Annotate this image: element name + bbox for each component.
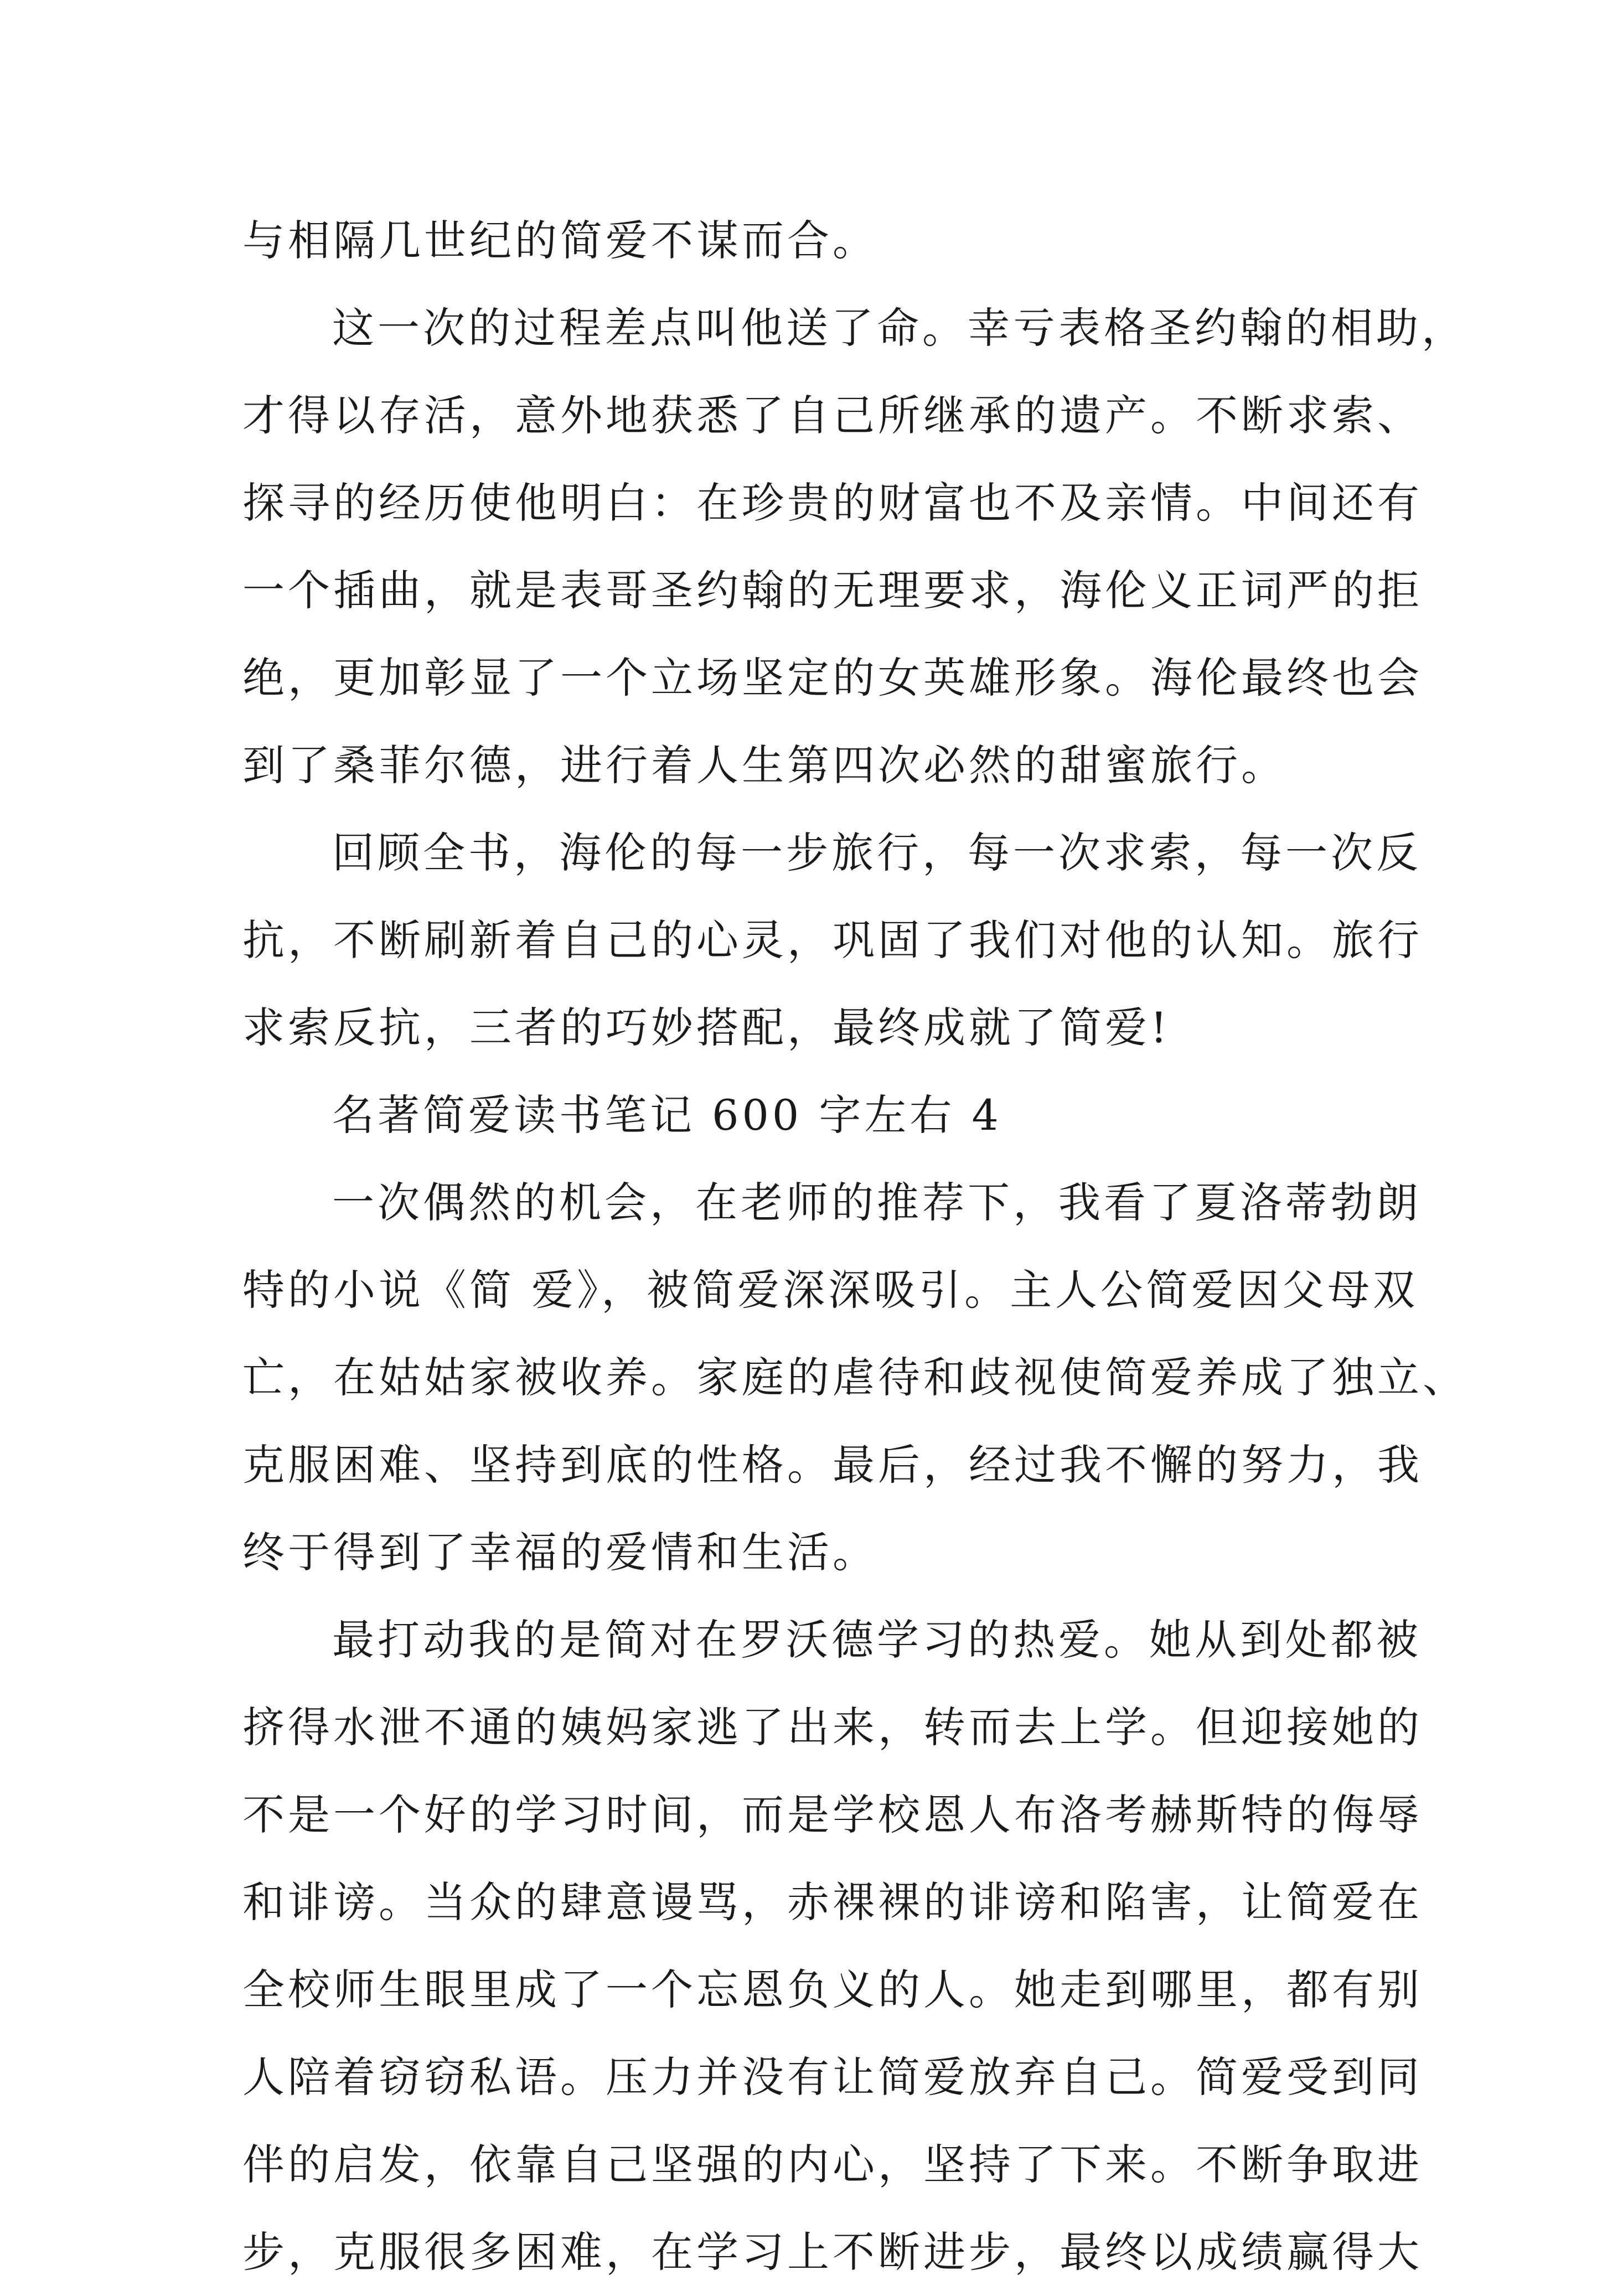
text-line: 到了桑菲尔德，进行着人生第四次必然的甜蜜旅行。 [242, 741, 1286, 790]
text-line: 特的小说《简 爱》，被简爱深深吸引。主人公简爱因父母双 [242, 1265, 1419, 1315]
text-line: 终于得到了幸福的爱情和生活。 [242, 1528, 878, 1577]
text-line: 最打动我的是简对在罗沃德学习的热爱。她从到处都被 [332, 1615, 1422, 1664]
text-line: 求索反抗，三者的巧妙搭配，最终成就了简爱! [242, 1003, 1171, 1052]
text-line: 才得以存活，意外地获悉了自己所继承的遗产。不断求索、 [242, 391, 1423, 440]
document-body [242, 197, 1468, 2296]
text-line: 不是一个好的学习时间，而是学校恩人布洛考赫斯特的侮辱 [242, 1790, 1423, 1839]
text-line: 步，克服很多困难，在学习上不断进步，最终以成绩赢得大 [242, 2227, 1423, 2277]
text-line: 一次偶然的机会，在老师的推荐下，我看了夏洛蒂勃朗 [332, 1178, 1422, 1227]
text-line: 和诽谤。当众的肆意谩骂，赤裸裸的诽谤和陷害，让简爱在 [242, 1878, 1423, 1927]
text-line: 人陪着窃窃私语。压力并没有让简爱放弃自己。简爱受到同 [242, 2052, 1423, 2102]
text-line: 与相隔几世纪的简爱不谋而合。 [242, 216, 878, 265]
section-heading: 名著简爱读书笔记 600 字左右 4 [332, 1090, 1002, 1140]
text-line: 伴的启发，依靠自己坚强的内心，坚持了下来。不断争取进 [242, 2140, 1423, 2189]
text-line: 这一次的过程差点叫他送了命。幸亏表格圣约翰的相助， [332, 303, 1467, 353]
text-line: 全校师生眼里成了一个忘恩负义的人。她走到哪里，都有别 [242, 1965, 1423, 2014]
text-line: 回顾全书，海伦的每一步旅行，每一次求索，每一次反 [332, 828, 1422, 877]
text-line: 亡，在姑姑家被收养。家庭的虐待和歧视使简爱养成了独立、 [242, 1353, 1468, 1402]
text-line: 探寻的经历使他明白：在珍贵的财富也不及亲情。中间还有 [242, 478, 1423, 528]
text-line: 挤得水泄不通的姨妈家逃了出来，转而去上学。但迎接她的 [242, 1703, 1423, 1752]
text-line: 克服困难、坚持到底的性格。最后，经过我不懈的努力，我 [242, 1440, 1423, 1490]
text-line: 一个插曲，就是表哥圣约翰的无理要求，海伦义正词严的拒 [242, 566, 1423, 615]
text-line: 绝，更加彰显了一个立场坚定的女英雄形象。海伦最终也会 [242, 653, 1423, 702]
text-line: 抗，不断刷新着自己的心灵，巩固了我们对他的认知。旅行 [242, 916, 1423, 965]
